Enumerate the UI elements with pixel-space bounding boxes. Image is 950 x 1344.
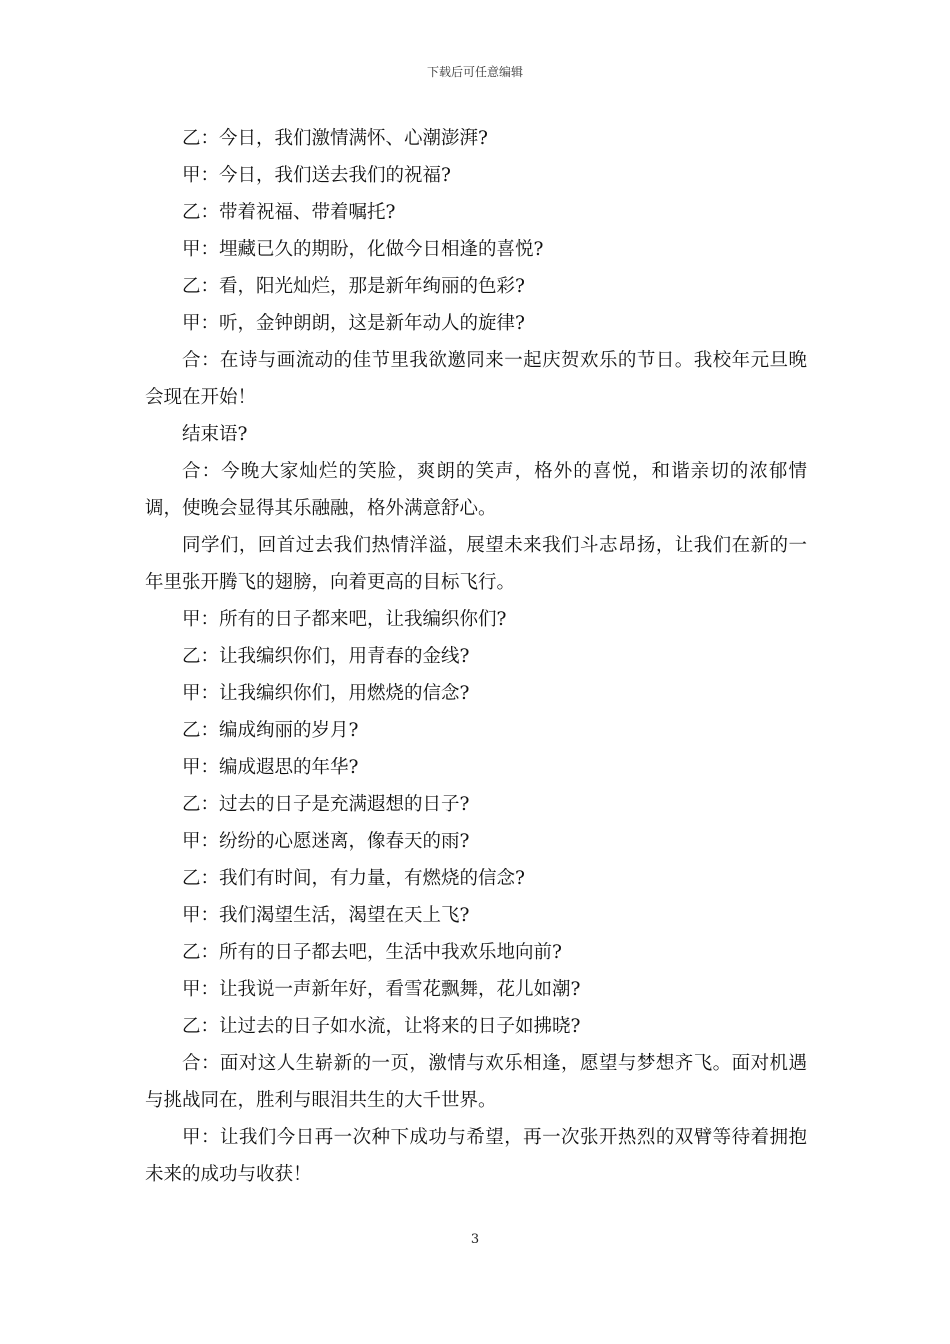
page-number: 3	[470, 1232, 480, 1247]
dialogue-line: 甲：纷纷的心愿迷离，像春天的雨?	[182, 831, 470, 852]
dialogue-line: 合：面对这人生崭新的一页，激情与欢乐相逢，愿望与梦想齐飞。面对机遇与挑战同在，胜利与眼泪共生的大千世界。	[145, 1053, 807, 1111]
dialogue-line: 乙：让我编织你们，用青春的金线?	[182, 646, 470, 667]
dialogue-line: 合：今晚大家灿烂的笑脸，爽朗的笑声，格外的喜悦，和谐亲切的浓郁情调，使晚会显得其乐融融，格外满意舒心。	[145, 461, 807, 519]
section-heading: 结束语?	[182, 424, 248, 445]
dialogue-line: 甲：让我们今日再一次种下成功与希望，再一次张开热烈的双臂等待着拥抱未来的成功与收获！	[145, 1127, 807, 1185]
dialogue-line: 甲：所有的日子都来吧，让我编织你们?	[182, 609, 507, 630]
dialogue-line: 乙：编成绚丽的岁月?	[182, 720, 359, 741]
dialogue-line: 乙：带着祝福、带着嘱托?	[182, 202, 396, 223]
dialogue-line: 甲：我们渴望生活，渴望在天上飞?	[182, 905, 470, 926]
dialogue-line: 甲：今日，我们送去我们的祝福?	[182, 165, 451, 186]
dialogue-line: 乙：今日，我们激情满怀、心潮澎湃?	[182, 128, 488, 149]
dialogue-line: 乙：所有的日子都去吧，生活中我欢乐地向前?	[182, 942, 562, 963]
dialogue-line: 合：在诗与画流动的佳节里我欲邀同来一起庆贺欢乐的节日。我校年元旦晚会现在开始！	[145, 350, 807, 408]
dialogue-line: 甲：让我说一声新年好，看雪花飘舞，花儿如潮?	[182, 979, 581, 1000]
dialogue-line: 甲：编成遐思的年华?	[182, 757, 359, 778]
dialogue-line: 甲：让我编织你们，用燃烧的信念?	[182, 683, 470, 704]
dialogue-line: 乙：我们有时间，有力量，有燃烧的信念?	[182, 868, 525, 889]
document-body	[145, 120, 807, 1193]
page-header: 下载后可任意编辑	[426, 65, 523, 79]
dialogue-line: 甲：埋藏已久的期盼，化做今日相逢的喜悦?	[182, 239, 544, 260]
dialogue-line: 甲：听，金钟朗朗，这是新年动人的旋律?	[182, 313, 525, 334]
body-paragraph: 同学们，回首过去我们热情洋溢，展望未来我们斗志昂扬，让我们在新的一年里张开腾飞的翅膀，向着更高的目标飞行。	[145, 535, 807, 593]
dialogue-line: 乙：看，阳光灿烂，那是新年绚丽的色彩?	[182, 276, 525, 297]
dialogue-line: 乙：过去的日子是充满遐想的日子?	[182, 794, 470, 815]
dialogue-line: 乙：让过去的日子如水流，让将来的日子如拂晓?	[182, 1016, 581, 1037]
